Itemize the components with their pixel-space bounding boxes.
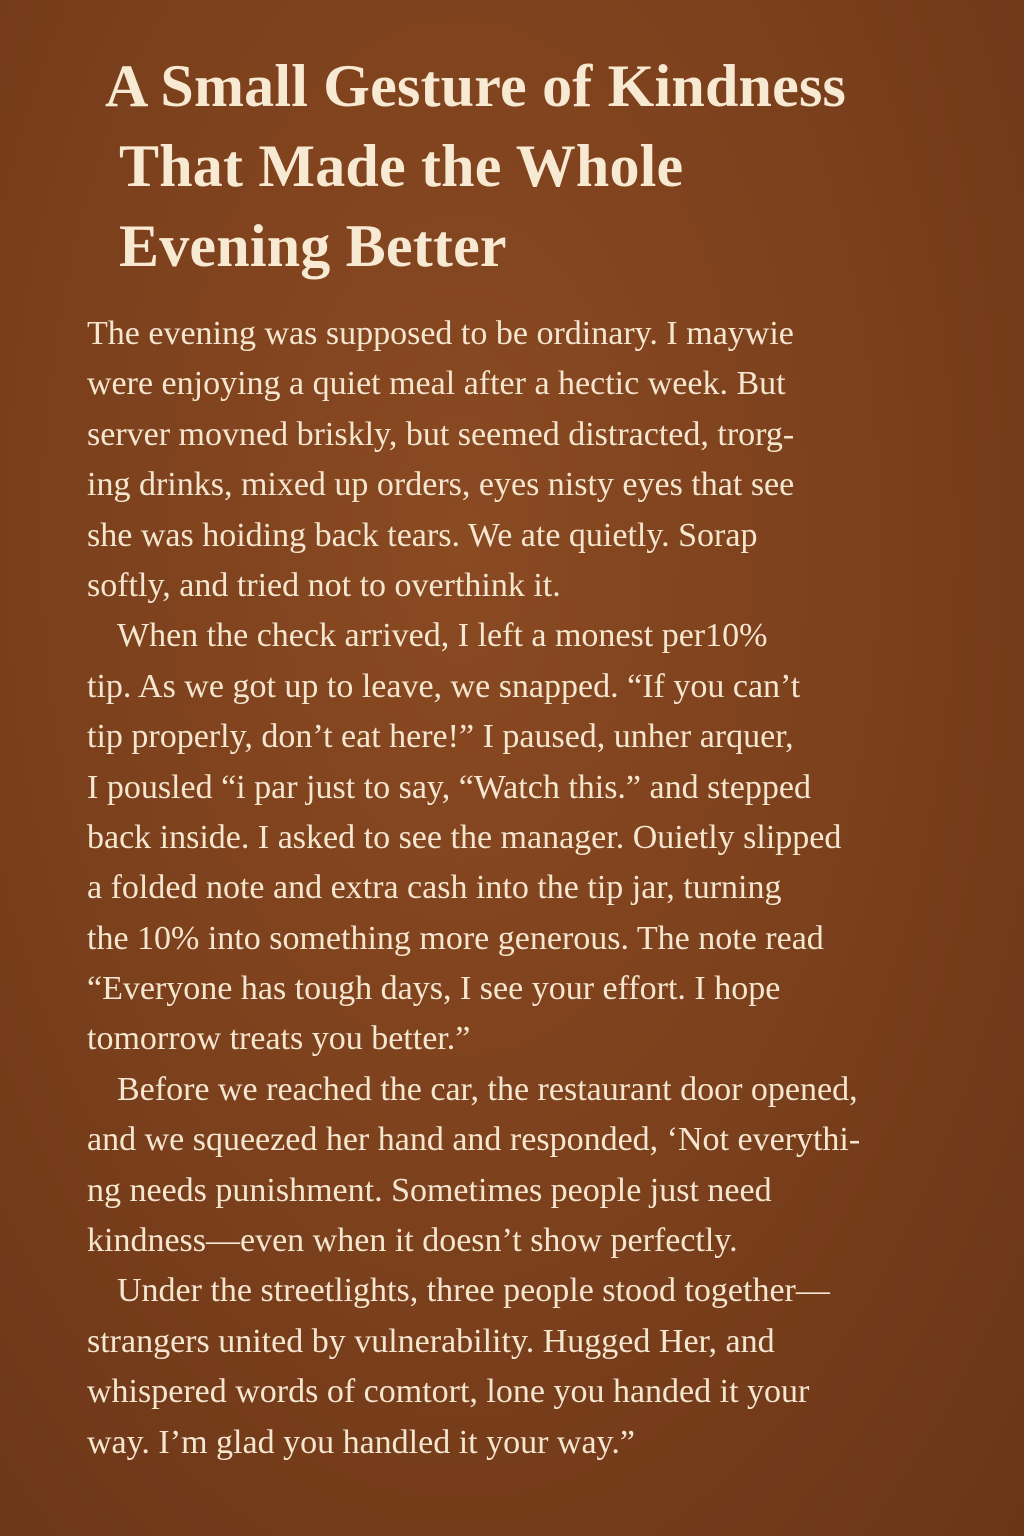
body-line: “Everyone has tough days, I see your effort. I hope — [87, 970, 781, 1008]
body-line: kindness—even when it doesn’t show perfectly. — [87, 1222, 738, 1260]
title-line: A Small Gesture of Kindness — [105, 53, 847, 119]
body-line: and we squeezed her hand and responded, ‘Not everythi- — [87, 1121, 861, 1159]
body-line: tomorrow treats you better.” — [87, 1020, 471, 1058]
body-line: The evening was supposed to be ordinary. I maywie — [87, 315, 794, 352]
body-line: strangers united by vulnerability. Hugged Her, and — [87, 1322, 775, 1360]
body-line: server movned briskly, but seemed distracted, trorg- — [87, 415, 795, 453]
body-line: Under the streetlights, three people stood together— — [117, 1272, 830, 1310]
body-line: whispered words of comtort, lone you handed it your — [87, 1373, 810, 1411]
body-line: tip. As we got up to leave, we snapped. “If you can’t — [87, 667, 801, 705]
body-line: softly, and tried not to overthink it. — [87, 566, 561, 604]
article-body — [87, 309, 1007, 1468]
body-line: were enjoying a quiet meal after a hectic week. But — [87, 365, 786, 403]
body-line: ing drinks, mixed up orders, eyes nisty eyes that see — [87, 466, 795, 504]
title-line: Evening Better — [119, 213, 507, 279]
body-line: the 10% into something more generous. The note read — [87, 919, 824, 957]
body-line: ng needs punishment. Sometimes people just need — [87, 1171, 772, 1209]
article-title — [105, 46, 985, 286]
body-line: way. I’m glad you handled it your way.” — [87, 1423, 635, 1461]
body-line: Before we reached the car, the restaurant door opened, — [117, 1070, 858, 1108]
body-line: tip properly, don’t eat here!” I paused, unher arquer, — [87, 718, 794, 756]
body-line: a folded note and extra cash into the tip jar, turning — [87, 869, 782, 907]
body-line: back inside. I asked to see the manager. Ouietly slipped — [87, 818, 842, 856]
title-line: That Made the Whole — [119, 133, 684, 199]
body-line: I pousled “i par just to say, “Watch this.” and stepped — [87, 768, 811, 806]
body-line: When the check arrived, I left a monest per10% — [117, 617, 768, 655]
body-line: she was hoiding back tears. We ate quietly. Sorap — [87, 516, 758, 554]
